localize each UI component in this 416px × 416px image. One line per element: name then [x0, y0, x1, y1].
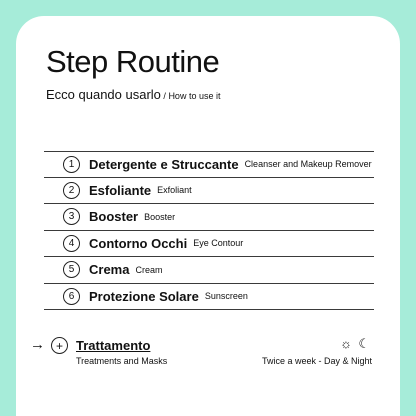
step-number: 4 [63, 235, 80, 252]
subtitle [46, 87, 220, 102]
step-english: Exfoliant [157, 185, 192, 196]
treatment-name: Trattamento [76, 338, 151, 353]
step-english: Eye Contour [193, 238, 244, 249]
step-row [44, 178, 374, 205]
subtitle-sep: / [160, 91, 169, 101]
step-row [44, 151, 374, 178]
step-name: Booster [89, 209, 139, 225]
subtitle-main: Ecco quando usarlo [46, 87, 161, 102]
treatment-english: Treatments and Masks [76, 356, 168, 366]
step-name: Contorno Occhi [89, 235, 188, 251]
step-row [44, 257, 374, 284]
step-name: Crema [89, 262, 130, 278]
step-name: Protezione Solare [89, 288, 199, 304]
step-english: Sunscreen [204, 291, 248, 302]
step-number: 3 [63, 208, 80, 225]
page-title: Step Routine [46, 44, 220, 79]
step-english: Booster [144, 211, 176, 222]
treatment-frequency: Twice a week - Day & Night [261, 356, 372, 366]
plus-icon: + [51, 337, 68, 354]
step-row [44, 284, 374, 311]
step-row [44, 231, 374, 258]
step-english: Cleanser and Makeup Remover [244, 159, 372, 170]
moon-icon: ☾ [358, 336, 370, 351]
sun-icon: ☼ [340, 336, 352, 351]
step-number: 2 [63, 182, 80, 199]
step-number: 5 [63, 261, 80, 278]
step-english: Cream [135, 264, 163, 275]
subtitle-english: How to use it [168, 91, 221, 101]
step-name: Detergente e Struccante [89, 156, 239, 172]
step-name: Esfoliante [89, 182, 152, 198]
step-number: 1 [63, 156, 80, 173]
arrow-right-icon: → [30, 336, 45, 353]
steps-list [44, 151, 374, 310]
step-row [44, 204, 374, 231]
step-number: 6 [63, 288, 80, 305]
treatment-row [30, 336, 376, 372]
